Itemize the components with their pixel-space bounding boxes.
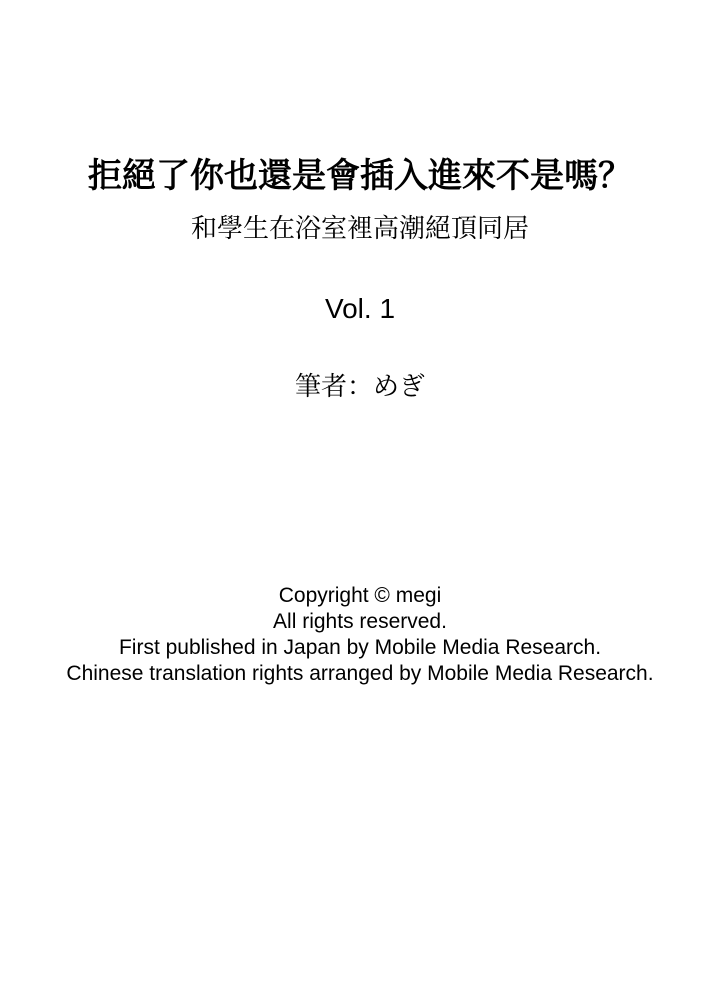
author-line: 筆者：めぎ [294,371,425,401]
copyright-line-3: First published in Japan by Mobile Media Research. [118,636,602,659]
volume-label: Vol. 1 [324,293,396,324]
copyright-line-4: Chinese translation rights arranged by Mobile Media Research. [66,662,654,685]
copyright-block [0,583,720,687]
copyright-line-1: Copyright © megi [278,584,442,607]
copyright-line-2: All rights reserved. [273,610,447,633]
book-title: 拒絕了你也還是會插入進來不是嗎？ [88,157,632,195]
book-subtitle: 和學生在浴室裡高潮絕頂同居 [190,213,529,243]
